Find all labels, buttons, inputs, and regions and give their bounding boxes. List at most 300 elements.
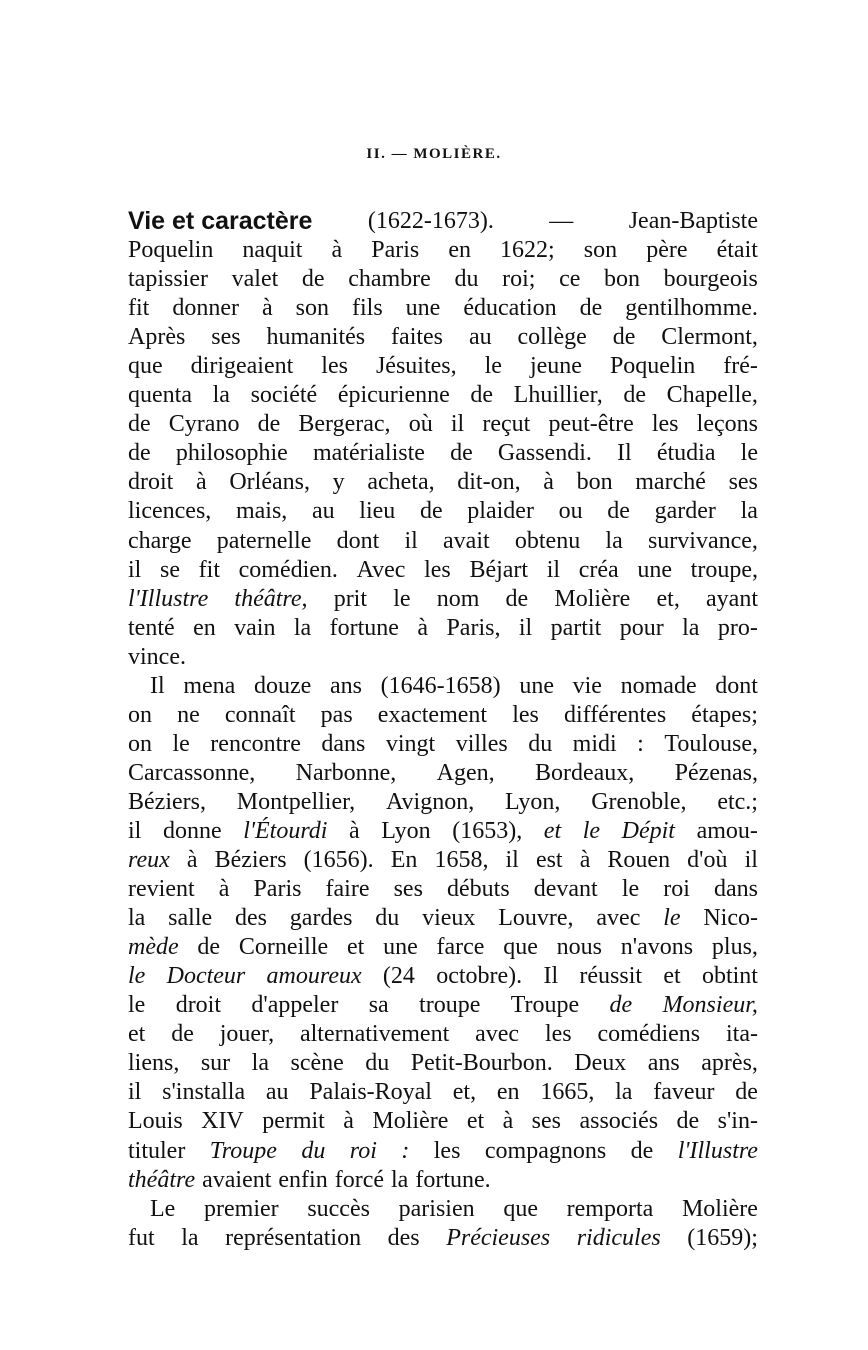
text-line (128, 1049, 758, 1078)
word: il (505, 847, 519, 874)
word: comédien. (238, 556, 338, 583)
word: ses (531, 1108, 562, 1135)
word: s'installa (162, 1079, 246, 1106)
word: de (128, 440, 151, 467)
word: une (383, 934, 418, 961)
word: et, (656, 585, 680, 612)
word: — (549, 208, 574, 234)
word: ans (647, 1050, 680, 1077)
word: quenta (128, 382, 192, 409)
word: reçut (482, 411, 531, 438)
word: sa (368, 992, 389, 1019)
word: de (579, 295, 603, 322)
word: acheta, (367, 469, 435, 496)
word: épicurienne (337, 382, 450, 409)
body-text (128, 207, 758, 1253)
word: son (295, 295, 329, 322)
text-line (128, 730, 758, 759)
word: dont (715, 672, 758, 699)
word: Docteur (166, 963, 246, 990)
text-line (128, 294, 758, 323)
word: 1665, (540, 1079, 595, 1106)
word: licences, (128, 498, 212, 525)
text-line (128, 1107, 758, 1136)
text-line (128, 585, 758, 614)
word: collège (517, 324, 587, 351)
word: associés (579, 1108, 659, 1135)
word: survivance, (647, 527, 758, 554)
word: gentilhomme. (625, 295, 758, 322)
word: la (605, 527, 623, 554)
word: mena (183, 672, 236, 699)
word: en (448, 237, 471, 264)
word: Jean-Baptiste (628, 208, 758, 234)
word: marché (635, 469, 706, 496)
word: étapes; (691, 701, 758, 728)
word: les (424, 556, 451, 583)
word: étudia (656, 440, 716, 467)
word: ou (558, 498, 583, 525)
word: donne (162, 817, 222, 844)
word: vieux (422, 905, 476, 932)
word: Troupe (209, 1137, 277, 1164)
word: à (543, 469, 554, 496)
word: ce (559, 266, 581, 293)
word: jeune (529, 353, 582, 380)
word: faites (391, 324, 444, 351)
word: de (612, 324, 636, 351)
word: il (450, 411, 465, 438)
word: paternelle (216, 527, 312, 554)
word: alternativement (299, 1021, 450, 1048)
word: le (663, 905, 681, 932)
word: à (196, 469, 207, 496)
text-line (128, 846, 758, 875)
word: remporta (566, 1195, 654, 1222)
word: le (128, 963, 146, 990)
word: de (301, 266, 325, 293)
word: d'appeler (251, 992, 339, 1019)
word: Gassendi. (497, 440, 592, 467)
word: fortune (329, 614, 399, 641)
word: de (505, 585, 529, 612)
word: Corneille (238, 934, 329, 961)
word: dont (336, 527, 380, 554)
word: faveur (653, 1079, 715, 1106)
word: Narbonne, (295, 759, 397, 786)
word: de (630, 1137, 654, 1164)
word: plus, (711, 934, 758, 961)
text-line (128, 817, 758, 846)
word: la (212, 382, 230, 409)
word: En (390, 847, 418, 874)
word: de (607, 498, 630, 525)
word: y (332, 469, 345, 496)
word: où (408, 411, 433, 438)
word: avec (475, 1021, 520, 1048)
word: de (419, 498, 443, 525)
text-line (128, 788, 758, 817)
word: scène (290, 1050, 344, 1077)
word: du (454, 266, 479, 293)
word: Il (617, 440, 632, 467)
word: il (546, 556, 561, 583)
word: XIV (201, 1108, 244, 1135)
word: les (433, 1137, 461, 1164)
word: était (716, 237, 758, 264)
word: exactement (377, 701, 488, 728)
word: (24 (382, 963, 415, 990)
word: Montpellier, (236, 788, 356, 815)
word: Poquelin (128, 237, 214, 264)
word: roi (663, 876, 690, 903)
word: Rouen (607, 847, 671, 874)
word: mède (128, 934, 179, 961)
word: naquit (242, 237, 303, 264)
word: il (128, 556, 142, 583)
word: ridicules (576, 1224, 661, 1251)
word: le (172, 730, 190, 757)
word: est (535, 847, 563, 874)
word: douze (254, 672, 312, 699)
word: s'in- (717, 1108, 758, 1135)
word: théâtre (128, 1166, 196, 1193)
word: de (676, 1108, 700, 1135)
word: Avignon, (385, 788, 475, 815)
word: vingt (385, 730, 436, 757)
word: Paris (371, 237, 420, 264)
word: on (128, 730, 152, 757)
word: le (621, 876, 640, 903)
word: (1622-1673). (367, 208, 494, 234)
word: des (387, 1224, 420, 1251)
word: Petit-Bourbon. (410, 1050, 553, 1077)
word: Clermont, (661, 324, 758, 351)
word: en (496, 1079, 520, 1106)
word: la (128, 905, 146, 932)
running-head: II. — MOLIÈRE. (366, 146, 502, 162)
word: ses (393, 876, 423, 903)
text-line (128, 991, 758, 1020)
word: charge (128, 527, 192, 554)
word: garder (654, 498, 716, 525)
word: de (609, 992, 633, 1019)
word: il (128, 817, 142, 844)
word: sur (200, 1050, 231, 1077)
text-line (128, 527, 758, 556)
word: Il (543, 963, 559, 990)
word: les (651, 411, 679, 438)
word: humanités (266, 324, 366, 351)
word: troupe, (690, 556, 758, 583)
text-line (128, 236, 758, 265)
word: l'Étourdi (243, 817, 328, 844)
word: gardes (289, 905, 353, 932)
word: fortune. (415, 1166, 491, 1193)
word: roi; (502, 266, 536, 293)
word: le (484, 353, 502, 380)
word: différentes (563, 701, 667, 728)
word: après, (701, 1050, 758, 1077)
word: les (321, 353, 348, 380)
text-line (128, 933, 758, 962)
word: de (735, 1079, 758, 1106)
word: Troupe (510, 992, 580, 1019)
text-line (128, 962, 758, 991)
word: dit-on, (457, 469, 521, 496)
word: compagnons (484, 1137, 607, 1164)
word: valet (231, 266, 279, 293)
word: avec (596, 905, 641, 932)
word: de (257, 411, 281, 438)
word: (1646-1658) (380, 672, 501, 699)
word: 1622; (500, 237, 555, 264)
word: Dépit (621, 817, 675, 844)
word: droit (175, 992, 222, 1019)
word: bourgeois (663, 266, 758, 293)
word: forcé (334, 1166, 384, 1193)
word: enfin (278, 1166, 328, 1193)
word: Molière (554, 585, 631, 612)
word: à (261, 295, 273, 322)
word: père (646, 237, 688, 264)
word: philosophie (175, 440, 288, 467)
word: de (623, 382, 646, 409)
word: la (682, 614, 700, 641)
word: le (128, 992, 146, 1019)
word: octobre). (436, 963, 523, 990)
word: au (311, 498, 335, 525)
word: Lhuillier, (513, 382, 603, 409)
word: le (740, 440, 758, 467)
word: Pézenas, (674, 759, 758, 786)
word: (1653), (452, 817, 523, 844)
word: de (450, 440, 473, 467)
word: que (503, 1195, 538, 1222)
word: amou- (696, 817, 758, 844)
word: et (543, 817, 562, 844)
word: et, (452, 1079, 477, 1106)
word: au (468, 324, 492, 351)
word: ans (329, 672, 362, 699)
text-line (128, 1195, 758, 1224)
word: faire (325, 876, 370, 903)
word: l'Illustre (677, 1137, 758, 1164)
text-line (128, 1020, 758, 1049)
word: Avec (356, 556, 406, 583)
word: Nico- (703, 905, 758, 932)
text-line (128, 1166, 758, 1195)
word: on (128, 701, 152, 728)
word: Agen, (436, 759, 495, 786)
word: une (519, 672, 554, 699)
word: ayant (706, 585, 758, 612)
word: droit (128, 469, 174, 496)
word: à (186, 847, 198, 874)
word: vince. (128, 643, 186, 670)
word: Chapelle, (666, 382, 758, 409)
word: débuts (447, 876, 510, 903)
text-line (128, 1224, 758, 1253)
word: connaît (224, 701, 296, 728)
section-heading: Vie et caractère (128, 207, 313, 235)
word: de (470, 382, 494, 409)
word: Orléans, (229, 469, 310, 496)
word: du (365, 1050, 390, 1077)
word: pour (619, 614, 664, 641)
word: le (393, 585, 411, 612)
word: de (128, 411, 151, 438)
word: et (128, 1021, 146, 1048)
word: son (583, 237, 618, 264)
word: Après (128, 324, 186, 351)
word: Bergerac, (298, 411, 391, 438)
word: il (518, 614, 533, 641)
word: prit (333, 585, 368, 612)
word: 1658, (434, 847, 489, 874)
word: Molière (372, 1108, 449, 1135)
word: nomade (620, 672, 697, 699)
text-line (128, 643, 758, 672)
word: midi (572, 730, 617, 757)
word: à (417, 614, 429, 641)
word: représentation (225, 1224, 362, 1251)
word: du (528, 730, 553, 757)
word: (1656). (303, 847, 374, 874)
text-line (128, 904, 758, 933)
text-line (128, 875, 758, 904)
word: (1659); (687, 1224, 758, 1251)
word: salle (168, 905, 213, 932)
word: du (301, 1137, 326, 1164)
word: vie (572, 672, 602, 699)
text-line (128, 614, 758, 643)
word: parisien (398, 1195, 475, 1222)
word: leçons (696, 411, 758, 438)
word: chambre (348, 266, 431, 293)
word: tenté (128, 614, 175, 641)
word: vain (234, 614, 276, 641)
word: pro- (717, 614, 758, 641)
word: d'où (687, 847, 728, 874)
text-line (128, 468, 758, 497)
text-line (128, 439, 758, 468)
word: nom (436, 585, 480, 612)
word: etc.; (717, 788, 758, 815)
word: comédiens (597, 1021, 701, 1048)
word: roi (349, 1137, 377, 1164)
word: à (331, 237, 343, 264)
text-line (128, 1137, 758, 1166)
word: de (171, 1021, 194, 1048)
word: fils (351, 295, 383, 322)
word: la (181, 1224, 199, 1251)
word: fut (128, 1224, 155, 1251)
word: Cyrano (168, 411, 240, 438)
text-line (128, 265, 758, 294)
word: farce (436, 934, 485, 961)
word: revient (128, 876, 195, 903)
word: plaider (467, 498, 534, 525)
word: que (128, 353, 163, 380)
word: amoureux (266, 963, 362, 990)
word: il (744, 847, 758, 874)
word: le (582, 817, 601, 844)
word: : (401, 1137, 410, 1164)
word: succès (307, 1195, 370, 1222)
word: avait (443, 527, 490, 554)
word: matérialiste (312, 440, 425, 467)
word: Paris, (446, 614, 501, 641)
word: il (404, 527, 418, 554)
word: à (218, 876, 230, 903)
word: rencontre (210, 730, 301, 757)
text-line (128, 759, 758, 788)
word: nous (556, 934, 603, 961)
word: lieu (359, 498, 396, 525)
word: Béziers (214, 847, 287, 874)
word: n'avons (620, 934, 694, 961)
word: permit (262, 1108, 325, 1135)
word: Molière (681, 1195, 758, 1222)
text-line (128, 672, 758, 701)
text-line (128, 410, 758, 439)
word: réussit (579, 963, 643, 990)
word: Louvre, (498, 905, 574, 932)
word: Toulouse, (664, 730, 758, 757)
word: se (160, 556, 180, 583)
word: et (346, 934, 365, 961)
word: dirigeaient (190, 353, 294, 380)
word: une (637, 556, 672, 583)
text-line (128, 352, 758, 381)
word: Précieuses (446, 1224, 551, 1251)
word: premier (204, 1195, 279, 1222)
word: ses (211, 324, 241, 351)
word: dans (321, 730, 366, 757)
word: liens, (128, 1050, 180, 1077)
word: en (193, 614, 216, 641)
text-line (128, 701, 758, 730)
word: ita- (726, 1021, 758, 1048)
word: Monsieur, (662, 992, 758, 1019)
word: Grenoble, (591, 788, 687, 815)
text-line (128, 207, 758, 236)
word: les (512, 701, 539, 728)
word: créa (578, 556, 619, 583)
word: donner (172, 295, 239, 322)
word: bon (604, 266, 641, 293)
word: Il (150, 672, 165, 699)
word: bon (576, 469, 613, 496)
word: Deux (574, 1050, 627, 1077)
word: société (250, 382, 318, 409)
word: théâtre, (234, 585, 308, 612)
word: jouer, (219, 1021, 275, 1048)
word: du (375, 905, 400, 932)
word: Louis (128, 1108, 183, 1135)
word: fit (128, 295, 150, 322)
word: troupe (419, 992, 481, 1019)
word: Lyon, (505, 788, 561, 815)
word: une (405, 295, 441, 322)
word: la (740, 498, 758, 525)
word: et (466, 1108, 485, 1135)
word: Paris (253, 876, 302, 903)
word: Le (150, 1195, 176, 1222)
word: la (293, 614, 312, 641)
word: mais, (235, 498, 288, 525)
